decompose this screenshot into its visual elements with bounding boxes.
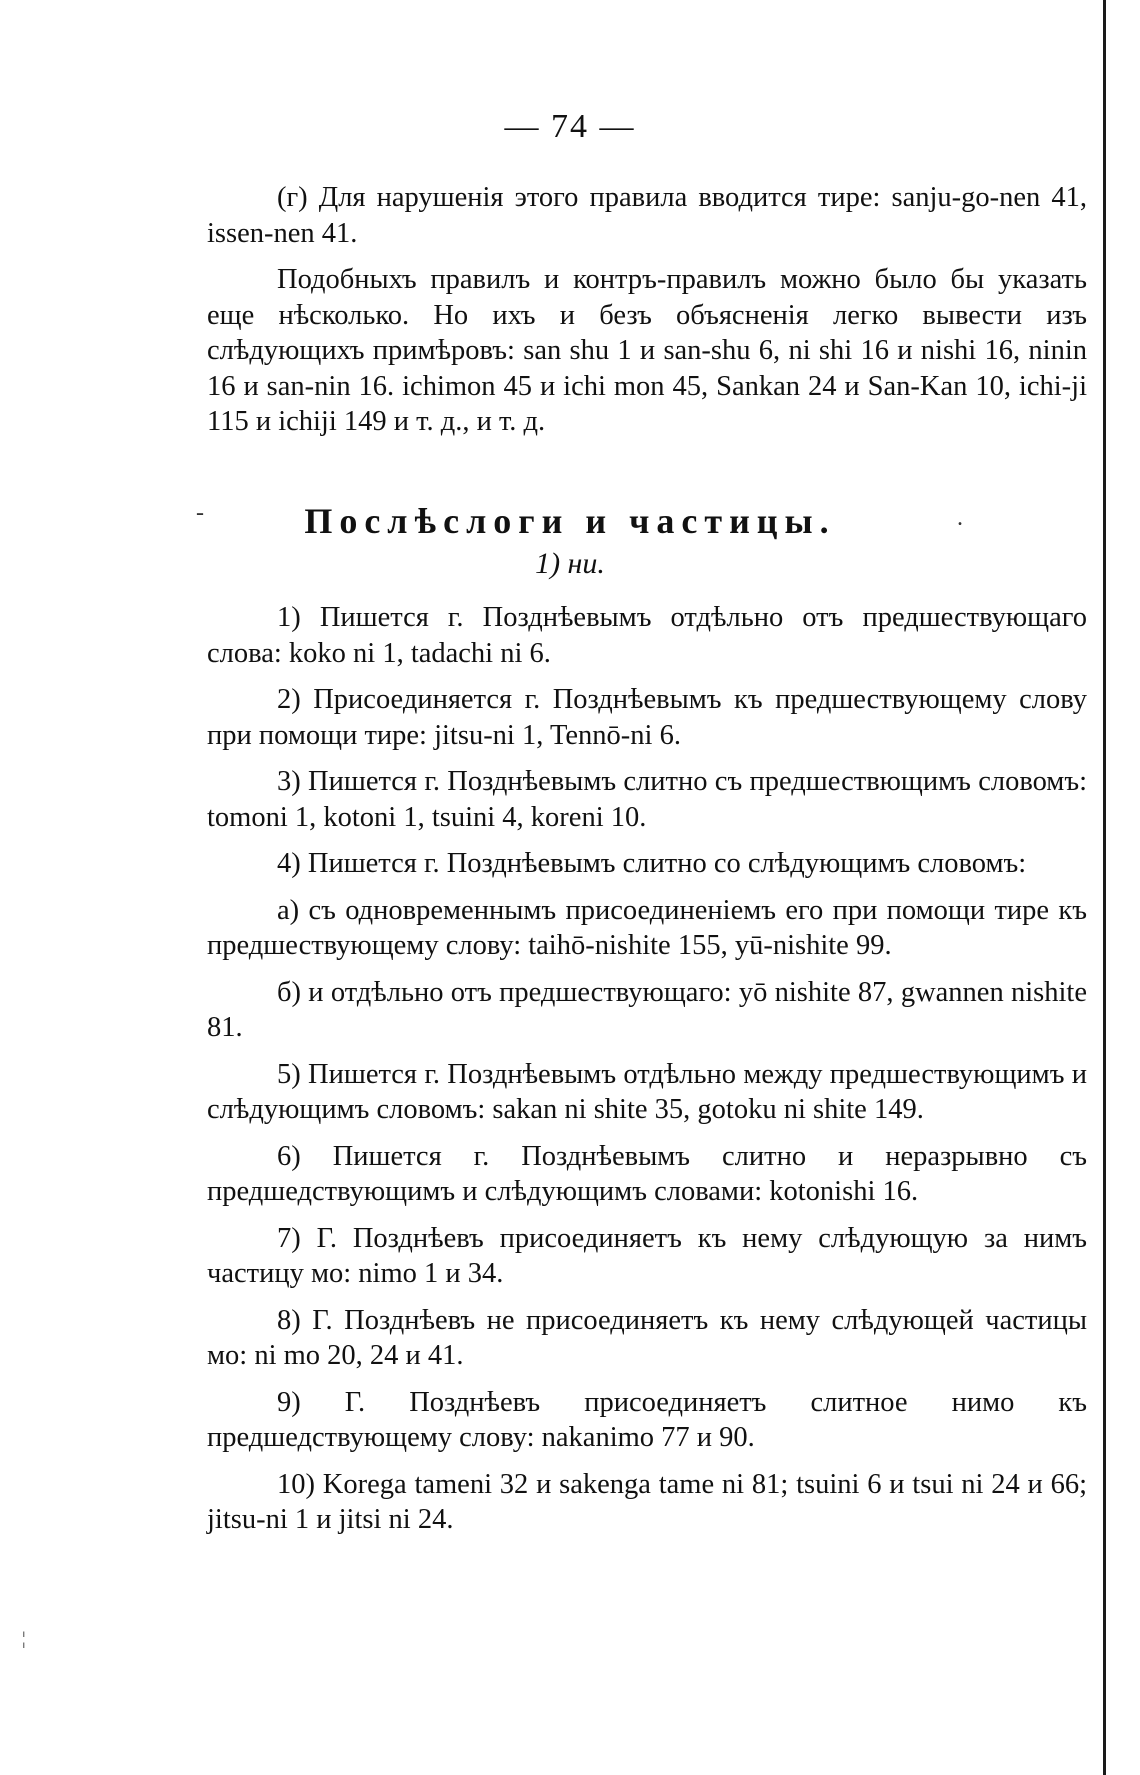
list-item: 4) Пишется г. Позднѣевымъ слитно со слѣдующимъ словомъ: bbox=[277, 848, 1027, 879]
subsection-title: 1) ни. bbox=[535, 547, 605, 580]
page-number: — 74 — bbox=[504, 108, 636, 145]
section-title: Послѣслоги и частицы. bbox=[304, 501, 836, 541]
margin-dot-mark: . bbox=[957, 505, 963, 531]
margin-dash-mark: - bbox=[196, 500, 204, 526]
list-item: 1) Пишется г. Позднѣевымъ отдѣльно отъ предшествующаго слова: koko ni 1, tadachi ni 6. bbox=[207, 602, 1087, 669]
list-item: 6) Пишется г. Позднѣевымъ слитно и неразрывно съ предшедствующимъ и слѣдующимъ словами: kotonishi 16. bbox=[207, 1140, 1087, 1207]
page-edge-rule bbox=[1103, 0, 1106, 1775]
list-item: б) и отдѣльно отъ предшествующаго: yō nishite 87, gwannen nishite 81. bbox=[207, 976, 1087, 1043]
list-item: 7) Г. Позднѣевъ присоединяетъ къ нему слѣдующую за нимъ частицу мо: nimo 1 и 34. bbox=[207, 1222, 1087, 1289]
list-item: а) съ одновременнымъ присоединеніемъ его при помощи тире къ предшествующему слову: taihō-nishite 155, yū-nishite 99. bbox=[207, 894, 1087, 961]
margin-tick-mark: ¦ bbox=[22, 1628, 26, 1648]
list-item: 3) Пишется г. Позднѣевымъ слитно съ предшествющимъ словомъ: tomoni 1, kotoni 1, tsuini 4, koreni 10. bbox=[207, 766, 1087, 833]
intro-paragraph-block-1 bbox=[207, 180, 1087, 251]
list-item: 10) Korega tameni 32 и sakenga tame ni 81; tsuini 6 и tsui ni 24 и 66; jitsu-ni 1 и jitsi ni 24. bbox=[207, 1468, 1087, 1535]
list-item: 8) Г. Позднѣевъ не присоединяетъ къ нему слѣдующей частицы мо: ni mo 20, 24 и 41. bbox=[207, 1304, 1087, 1371]
numbered-items bbox=[207, 600, 1087, 1549]
intro-paragraph-2: Подобныхъ правилъ и контръ-правилъ можно было бы указать еще нѣсколько. Но ихъ и безъ объясненія легко вывести изъ слѣдующихъ примѣровъ: san shu 1 и san-shu 6, ni shi 16 и nishi 16, ninin 16 и san-nin 16. ichimon 45 и ichi mon 45, Sankan 24 и San-Kan 10, ichi-ji 115 и ichiji 149 и т. д., и т. д. bbox=[207, 264, 1087, 437]
list-item: 2) Присоединяется г. Позднѣевымъ къ предшествующему слову при помощи тире: jitsu-ni 1, Tennō-ni 6. bbox=[207, 684, 1087, 751]
intro-paragraph-block-2 bbox=[207, 262, 1087, 440]
list-item: 5) Пишется г. Позднѣевымъ отдѣльно между предшествующимъ и слѣдующимъ словомъ: sakan ni shite 35, gotoku ni shite 149. bbox=[207, 1058, 1087, 1125]
list-item: 9) Г. Позднѣевъ присоединяетъ слитное нимо къ предшедствующему слову: nakanimo 77 и 90. bbox=[207, 1386, 1087, 1453]
intro-paragraph-1: (г) Для нарушенія этого правила вводится тире: sanju-go-nen 41, issen-nen 41. bbox=[207, 182, 1087, 249]
